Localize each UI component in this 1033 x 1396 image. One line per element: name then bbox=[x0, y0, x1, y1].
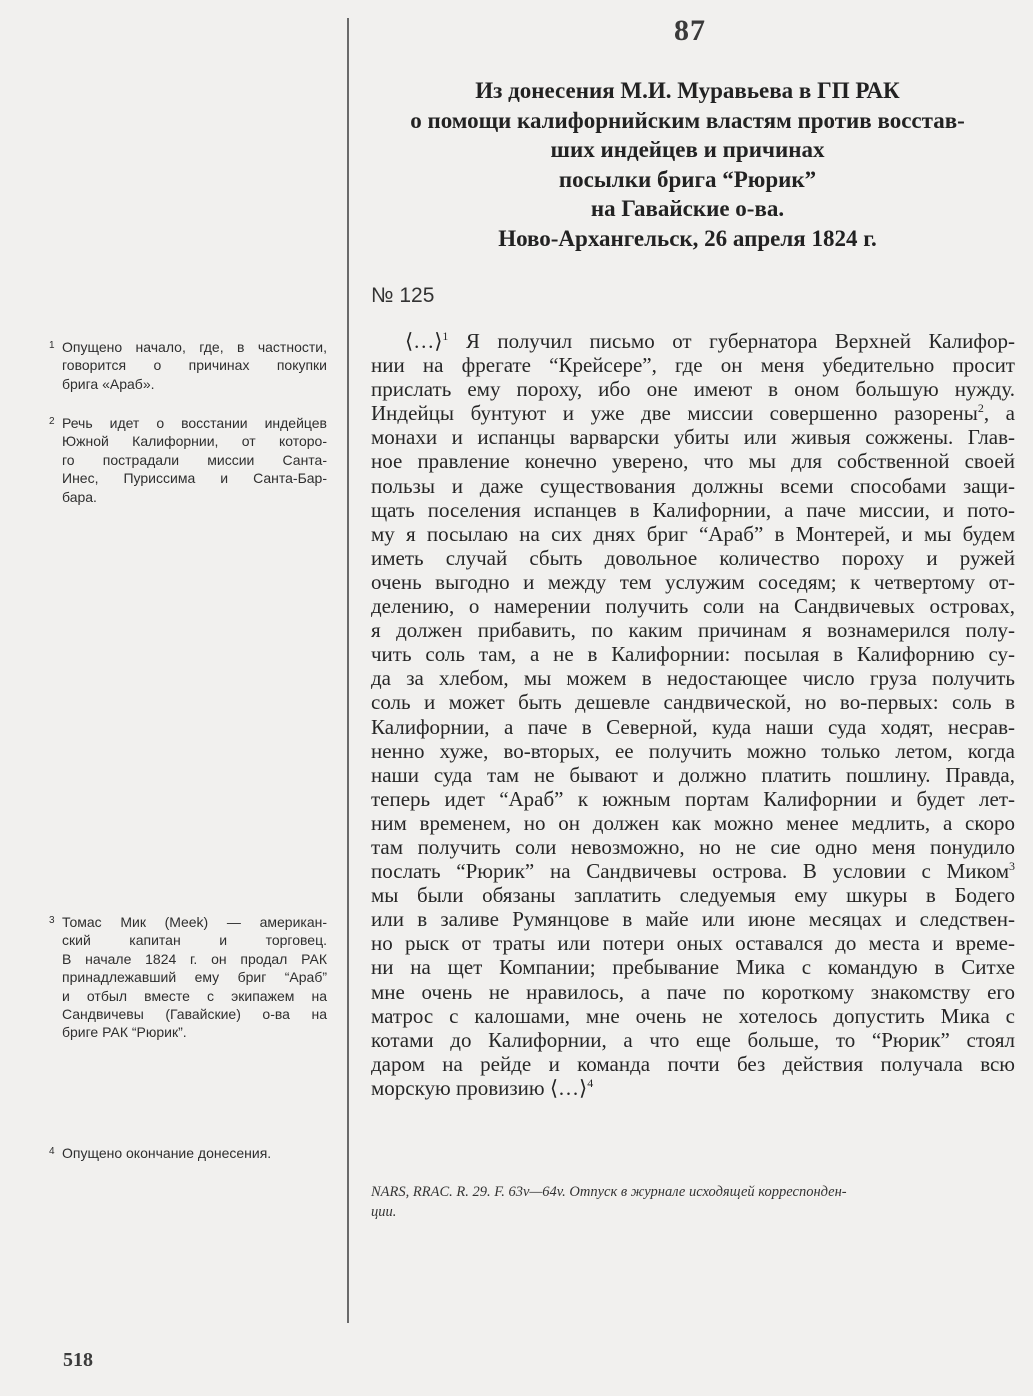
footnote-ref-2: 2 bbox=[977, 401, 984, 416]
footnote-marker: 2 bbox=[49, 416, 55, 427]
footnote-line: Инес, Пуриссима и Санта-Бар- bbox=[62, 470, 327, 487]
body-line: наши суда там не бывают и должно платить пошлину. Правда, bbox=[371, 762, 1015, 787]
footnote-line: 3 Томас Мик (Meek) — американ- bbox=[49, 914, 327, 930]
footnote-line: принадлежавший ему бриг “Араб” bbox=[62, 969, 327, 986]
body-line: очень выгодно и между тем услужим соседям; к четвертому от- bbox=[371, 569, 1015, 594]
document-number: 87 bbox=[674, 14, 706, 47]
footnote-2 bbox=[49, 413, 327, 506]
footnote-ref-1: 1 bbox=[442, 329, 449, 343]
title-line: посылки брига “Рюрик” bbox=[558, 166, 817, 192]
body-line: соль и может быть дешевле сандвической, но во-первых: соль в bbox=[371, 690, 1015, 715]
body-line: ним временем, но он должен как можно менее медлить, а скоро bbox=[371, 810, 1015, 835]
footnote-marker: 3 bbox=[49, 915, 55, 926]
body-line: мне очень не нравилось, а паче по короткому знакомству его bbox=[371, 979, 1015, 1004]
archival-source bbox=[371, 1182, 1015, 1222]
body-line: прислать ему пороху, ибо оне имеют в оном большую нужду. bbox=[371, 377, 1015, 402]
footnote-ref-4: 4 bbox=[587, 1075, 594, 1090]
body-line: нии на фрегате “Крейсере”, где он меня убедительно просит bbox=[371, 353, 1015, 378]
margin-divider bbox=[347, 18, 349, 1323]
title-line: ших индейцев и причинах bbox=[550, 137, 825, 162]
body-line: там получить соли невозможно, но не сие одно меня понудило bbox=[371, 834, 1015, 859]
body-line: ⟨…⟩$^1$ Я получил письмо от губернатора Верхней Калифор- bbox=[405, 329, 1015, 353]
body-line: пользы и даже существования должны всеми способами защи- bbox=[371, 473, 1015, 498]
body-line: делению, о намерении получить соли на Сандвичевых островах, bbox=[371, 594, 1015, 619]
title-line: Из донесения М.И. Муравьева в ГП РАК bbox=[475, 78, 900, 103]
body-line: я должен прибавить, по каким причинам я вознамерился полу- bbox=[371, 618, 1015, 643]
footnote-line: Южной Калифорнии, от которо- bbox=[62, 433, 327, 450]
body-line: чить соль там, а не в Калифорнии: посылая в Калифорнию су- bbox=[371, 642, 1015, 667]
footnote-line: 4 Опущено окончание донесения. bbox=[49, 1145, 272, 1161]
source-line: NARS, RRAC. R. 29. F. 63v—64v. Отпуск в журнале исходящей корреспонден- bbox=[371, 1184, 847, 1200]
ellipsis-mark: ⟨…⟩ bbox=[405, 329, 443, 353]
footnote-line: ский капитан и торговец. bbox=[62, 932, 327, 949]
body-line: ненно хуже, во-вторых, ее получить можно только летом, когда bbox=[371, 738, 1015, 763]
body-line: иметь случай сбыть довольное количество пороху и ружей bbox=[371, 545, 1015, 570]
page-number: 518 bbox=[63, 1349, 93, 1371]
body-line: ни на щет Компании; пребывание Мика с командую в Ситхе bbox=[371, 955, 1015, 980]
source-line: ции. bbox=[371, 1204, 397, 1220]
body-line: Калифорнии, а паче в Северной, куда наши суда ходят, несрав- bbox=[371, 714, 1015, 739]
body-line: монахи и испанцы варварски убиты или живыя сожжены. Глав- bbox=[371, 425, 1015, 450]
footnote-ref-3: 3 bbox=[1009, 859, 1015, 874]
title-line: о помощи калифорнийским властям против восстав- bbox=[410, 107, 965, 133]
footnote-marker: 1 bbox=[49, 340, 55, 351]
footnote-3 bbox=[49, 912, 327, 1042]
title-line: на Гавайские о-ва. bbox=[590, 196, 785, 221]
footnote-line: го пострадали миссии Санта- bbox=[62, 451, 327, 468]
record-number: № 125 bbox=[371, 284, 435, 307]
body-line: морскую провизию ⟨…⟩$^4$ bbox=[371, 1075, 594, 1100]
footnote-1 bbox=[49, 337, 327, 393]
body-line: послать “Рюрик” на Сандвичевы острова. В условии с Миком$^3$ bbox=[371, 859, 1015, 884]
document-title bbox=[370, 76, 1005, 253]
body-line: му я посылаю на сих днях бриг “Араб” в Монтерей, и мы будем bbox=[371, 521, 1015, 546]
body-line: но рыск от траты или потери оных оставался до места и време- bbox=[371, 931, 1015, 956]
body-line: щать поселения испанцев в Калифорнии, а паче миссии, и пото- bbox=[371, 497, 1015, 522]
body-line: даром на рейде и команда почти без действия получала всю bbox=[371, 1051, 1015, 1076]
footnote-line: и отбыл вместе с экипажем на bbox=[62, 987, 327, 1004]
footnote-line: бара. bbox=[62, 488, 97, 505]
footnote-line: бриге РАК “Рюрик”. bbox=[62, 1024, 187, 1041]
footnote-line: брига «Араб». bbox=[62, 375, 155, 392]
body-line: ное правление конечно уверено, что мы для собственной своей bbox=[371, 449, 1015, 474]
footnote-marker: 4 bbox=[49, 1146, 55, 1157]
body-line: котами до Калифорнии, а что еще больше, то “Рюрик” стоял bbox=[371, 1027, 1015, 1052]
footnote-line: В начале 1824 г. он продал РАК bbox=[62, 950, 327, 967]
body-line: матрос с калошами, мне очень не хотелось допустить Мика с bbox=[371, 1003, 1015, 1028]
document-body bbox=[371, 329, 1015, 1100]
footnote-4 bbox=[49, 1143, 327, 1162]
footnote-line: говорится о причинах покупки bbox=[62, 357, 327, 374]
footnote-line: Сандвичевы (Гавайские) о-ва на bbox=[62, 1006, 327, 1023]
body-line: или в заливе Румянцове в майе или июне месяцах и следствен- bbox=[371, 907, 1015, 932]
body-line: Индейцы бунтуют и уже две миссии совершенно разорены$^2$, а bbox=[371, 401, 1015, 426]
body-line: теперь идет “Араб” к южным портам Калифорнии и будет лет- bbox=[371, 786, 1015, 811]
footnote-line: 2 Речь идет о восстании индейцев bbox=[49, 415, 327, 431]
footnote-line: 1 Опущено начало, где, в частности, bbox=[49, 339, 327, 355]
body-line: да за хлебом, мы можем в недостающее число груза получить bbox=[371, 666, 1015, 691]
body-line: мы были обязаны заплатить следуемыя ему шкуры в Бодего bbox=[371, 883, 1015, 908]
title-line: Ново-Архангельск, 26 апреля 1824 г. bbox=[498, 225, 877, 251]
